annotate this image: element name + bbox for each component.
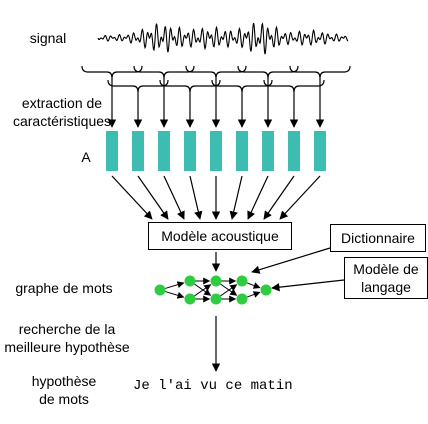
word-hypothesis-label: hypothèse de mots <box>31 373 97 407</box>
frame-brace <box>290 66 350 78</box>
frame-brace <box>82 66 142 78</box>
feature-vector-bar <box>158 131 170 171</box>
graph-node <box>185 294 196 305</box>
language-model-box: Modèle de langage <box>344 257 428 299</box>
frame-brace <box>238 66 298 78</box>
graph-node <box>211 276 222 287</box>
feature-vector-bar <box>262 131 274 171</box>
feature-arrow <box>280 176 320 219</box>
feature-vector-bar <box>184 131 196 171</box>
recognized-sentence: Je l'ai vu ce matin <box>133 378 293 394</box>
frame-brace <box>264 80 324 92</box>
graph-edge <box>247 292 260 297</box>
feature-arrow <box>232 176 242 219</box>
graph-node <box>237 294 248 305</box>
feature-vector-bar <box>132 131 144 171</box>
graph-node <box>211 294 222 305</box>
model-arrows <box>216 248 344 371</box>
word-graph-label: graphe de mots <box>15 280 113 296</box>
dictionary-box: Dictionnaire <box>330 224 426 252</box>
graph-edge <box>165 292 184 298</box>
feature-vectors <box>106 131 326 171</box>
signal-label: signal <box>29 30 67 46</box>
feature-vector-bar <box>236 131 248 171</box>
feature-arrow <box>248 176 268 219</box>
graph-node <box>185 276 196 287</box>
feature-arrow <box>164 176 184 219</box>
graph-node <box>237 276 248 287</box>
frame-brace <box>108 80 168 92</box>
feature-arrow <box>190 176 200 219</box>
feature-vector-bar <box>210 131 222 171</box>
feature-arrow <box>138 176 168 219</box>
signal-waveform <box>98 23 348 54</box>
frame-to-feature-arrows <box>112 78 320 127</box>
frame-brace <box>186 66 246 78</box>
graph-edge <box>247 283 260 288</box>
feature-to-model-arrows <box>112 176 320 219</box>
frame-brace <box>160 80 220 92</box>
language-to-graph-arrow <box>272 280 344 288</box>
word-graph <box>155 276 272 305</box>
graph-edge <box>165 283 184 289</box>
feature-arrow <box>112 176 152 219</box>
feature-a-label: A <box>81 149 91 165</box>
dictionary-to-graph-arrow <box>252 248 330 272</box>
feature-arrow <box>264 176 294 219</box>
feature-vector-bar <box>106 131 118 171</box>
acoustic-model-box: Modèle acoustique <box>148 222 292 250</box>
best-hypothesis-search-label: recherche de la meilleure hypothèse <box>4 321 130 355</box>
extraction-label: extraction de caractéristiques <box>12 95 112 129</box>
feature-vector-bar <box>288 131 300 171</box>
graph-node <box>155 285 166 296</box>
frame-brace <box>212 80 272 92</box>
frame-brace <box>134 66 194 78</box>
feature-vector-bar <box>314 131 326 171</box>
graph-node <box>261 285 272 296</box>
